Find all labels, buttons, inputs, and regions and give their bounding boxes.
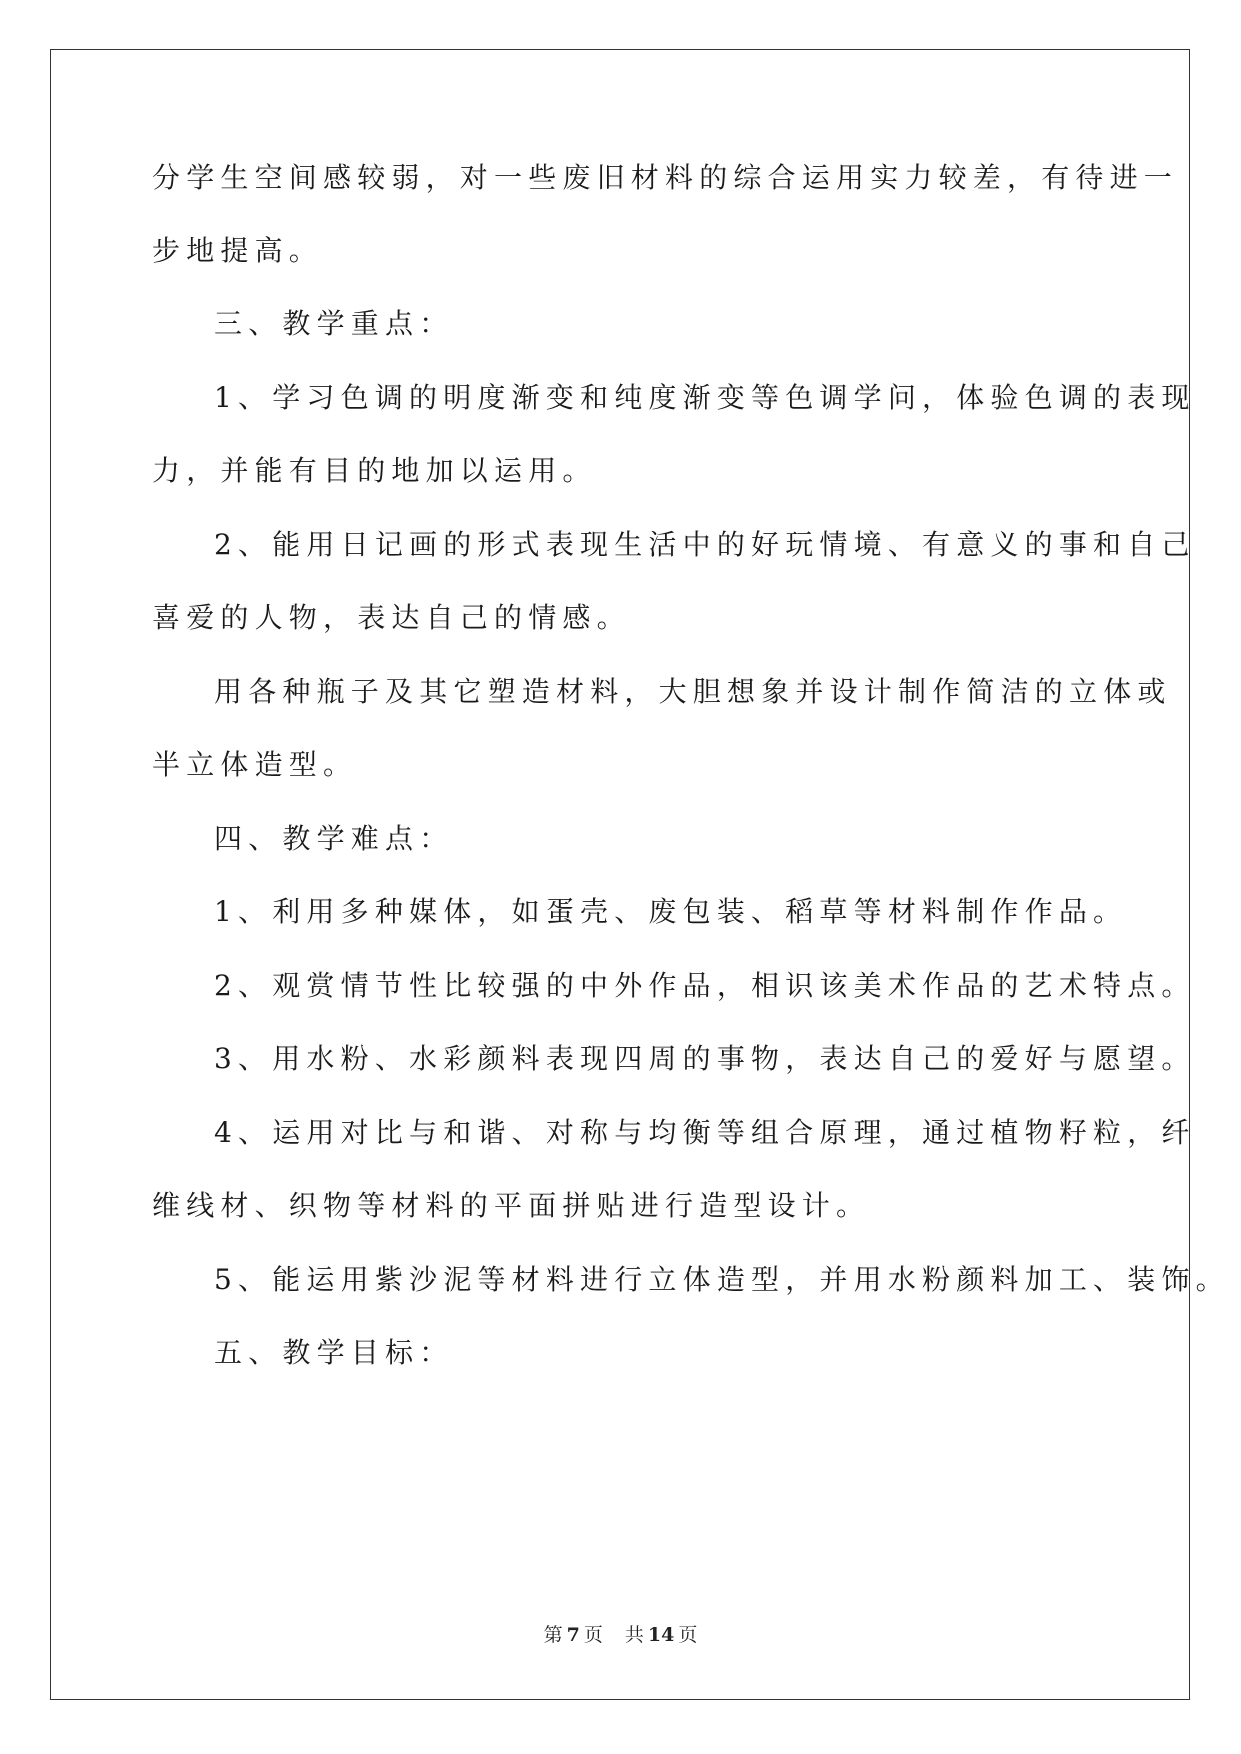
paragraph-line: 3、用水粉、水彩颜料表现四周的事物，表达自己的爱好与愿望。: [214, 1042, 1196, 1075]
total-suffix: 页: [678, 1624, 698, 1646]
paragraph-line: 喜爱的人物，表达自己的情感。: [152, 601, 631, 634]
paragraph-line: 1、学习色调的明度渐变和纯度渐变等色调学问，体验色调的表现: [214, 381, 1196, 414]
page-prefix: 第: [543, 1624, 563, 1646]
paragraph-line: 维线材、织物等材料的平面拼贴进行造型设计。: [152, 1189, 871, 1222]
section-heading: 五、教学目标：: [214, 1336, 454, 1369]
page-footer: [0, 1620, 1241, 1647]
section-heading: 三、教学重点：: [214, 307, 454, 340]
total-prefix: 共: [624, 1624, 644, 1646]
paragraph-line: 半立体造型。: [152, 748, 358, 781]
paragraph-line: 用各种瓶子及其它塑造材料，大胆想象并设计制作简洁的立体或: [214, 675, 1172, 708]
paragraph-line: 步地提高。: [152, 234, 324, 267]
page-border: [50, 49, 1190, 1700]
paragraph-line: 2、能用日记画的形式表现生活中的好玩情境、有意义的事和自己: [214, 528, 1196, 561]
paragraph-line: 2、观赏情节性比较强的中外作品，相识该美术作品的艺术特点。: [214, 969, 1196, 1002]
section-heading: 四、教学难点：: [214, 822, 454, 855]
paragraph-line: 5、能运用紫沙泥等材料进行立体造型，并用水粉颜料加工、装饰。: [214, 1263, 1230, 1296]
paragraph-line: 4、运用对比与和谐、对称与均衡等组合原理，通过植物籽粒，纤: [214, 1116, 1196, 1149]
paragraph-line: 力，并能有目的地加以运用。: [152, 454, 597, 487]
paragraph-line: 分学生空间感较弱，对一些废旧材料的综合运用实力较差，有待进一: [152, 161, 1179, 194]
paragraph-line: 1、利用多种媒体，如蛋壳、废包装、稻草等材料制作作品。: [214, 895, 1128, 928]
page-current: 7: [566, 1624, 580, 1646]
page-suffix: 页: [583, 1624, 603, 1646]
page-total: 14: [647, 1624, 675, 1646]
